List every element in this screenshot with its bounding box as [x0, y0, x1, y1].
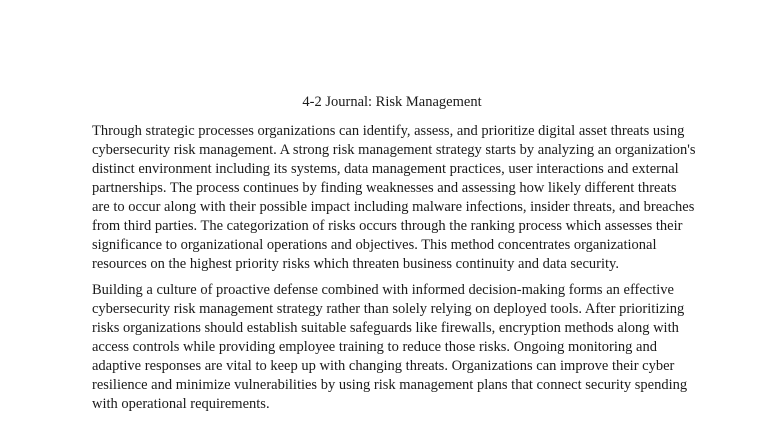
- paragraph-2: Building a culture of proactive defense combined with informed decision-making forms an effective cybersecurity risk management strategy rather than solely relying on deployed tools. After prioritizing risks organizations should establish suitable safeguards like firewalls, encryption methods along with access controls while providing employee training to reduce those risks. Ongoing monitoring and adaptive responses are vital to keep up with changing threats. Organizations can improve their cyber resilience and minimize vulnerabilities by using risk management plans that connect security spending with operational requirements.: [92, 282, 688, 412]
- document-title: 4-2 Journal: Risk Management: [302, 94, 482, 110]
- document-body: [92, 122, 697, 421]
- paragraph-1: Through strategic processes organizations can identify, assess, and prioritize digital asset threats using cybersecurity risk management. A strong risk management strategy starts by analyzing an organization's distinct environment including its systems, data management practices, user interactions and external partnerships. The process continues by finding weaknesses and assessing how likely different threats are to occur along with their possible impact including malware infections, insider threats, and breaches from third parties. The categorization of risks occurs through the ranking process which assesses their significance to organizational operations and objectives. This method concentrates organizational resources on the highest priority risks which threaten business continuity and data security.: [92, 123, 696, 272]
